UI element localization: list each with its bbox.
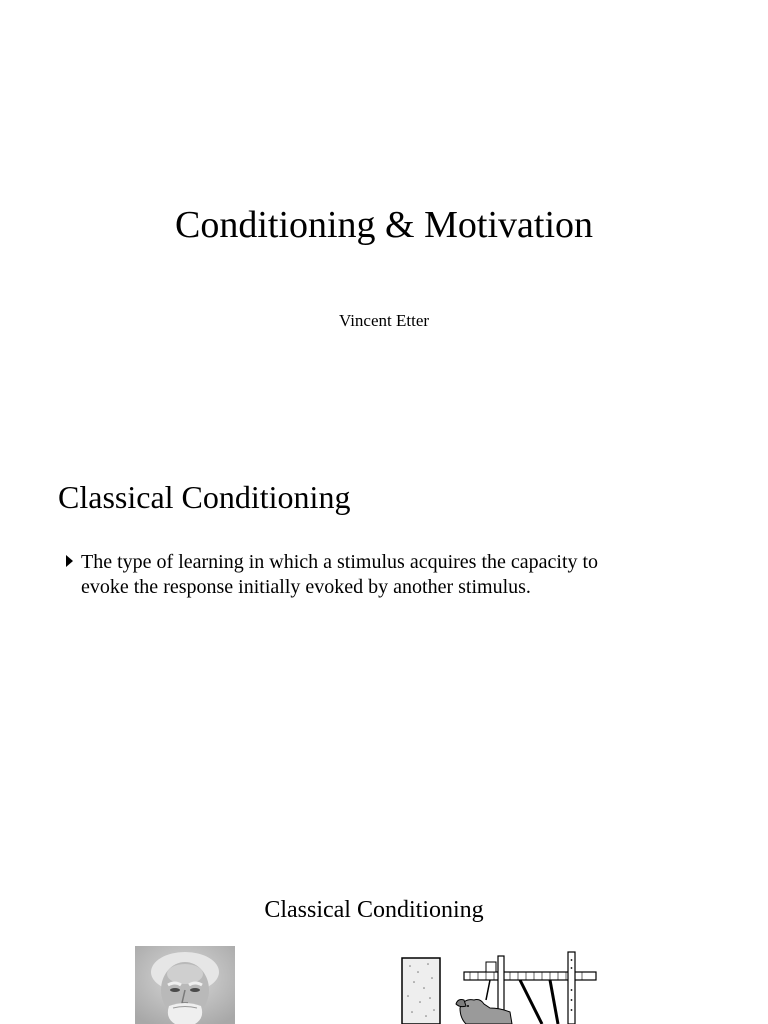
slide-heading-2: Classical Conditioning — [264, 897, 484, 923]
bullet-arrow-icon — [66, 555, 73, 567]
bullet-item — [66, 550, 706, 600]
dog-apparatus-illustration-icon — [400, 950, 600, 1024]
slide-heading: Classical Conditioning — [58, 479, 351, 515]
bullet-text-line2: evoke the response initially evoked by another stimulus. — [81, 576, 531, 598]
portrait-photo-icon — [135, 946, 235, 1024]
presentation-title: Conditioning & Motivation — [174, 204, 594, 246]
bullet-text-line1: The type of learning in which a stimulus acquires the capacity to — [81, 551, 599, 573]
author-name: Vincent Etter — [338, 311, 430, 330]
